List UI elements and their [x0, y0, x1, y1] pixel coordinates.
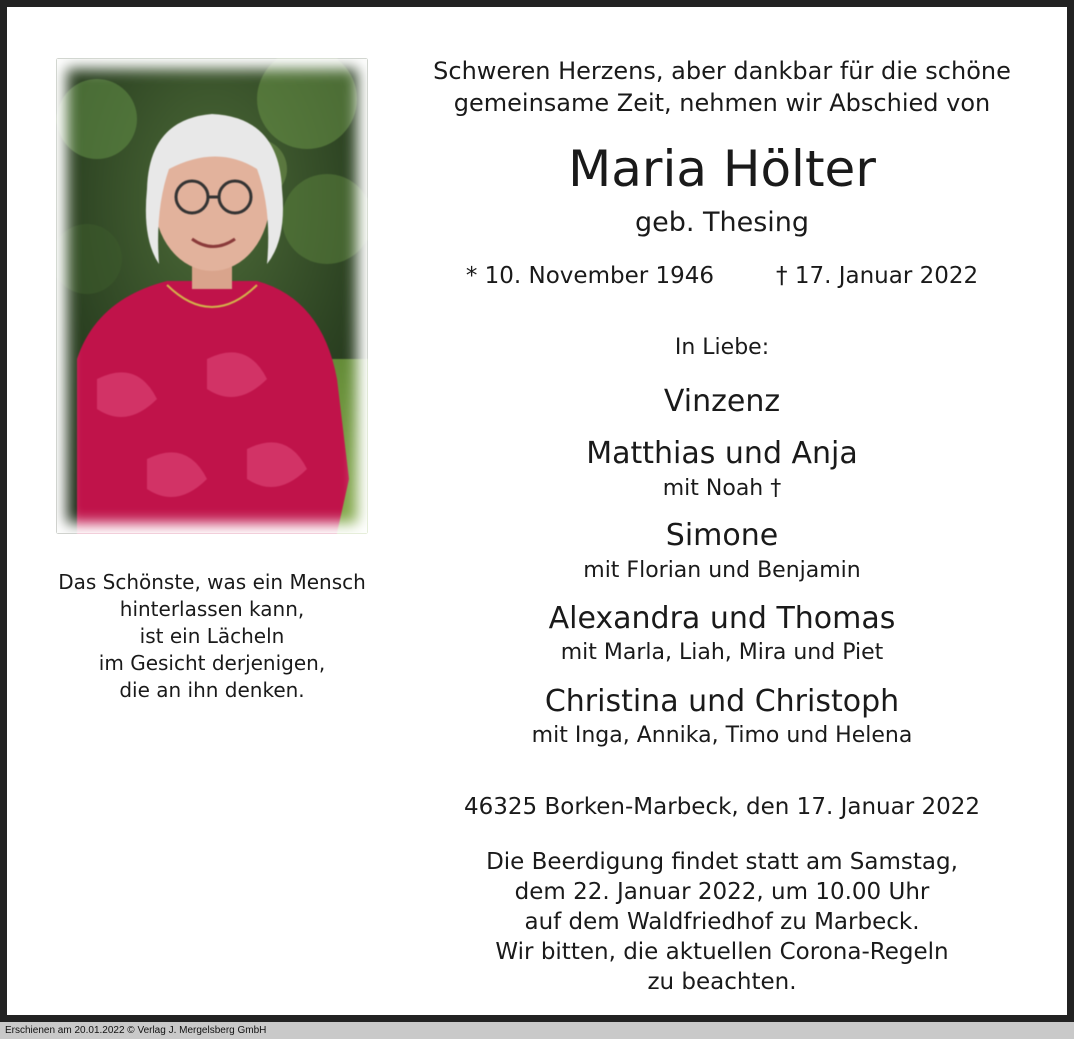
poem-line: die an ihn denken. [119, 678, 305, 702]
funeral-line: auf dem Waldfriedhof zu Marbeck. [524, 909, 920, 935]
deceased-name: Maria Hölter [568, 140, 876, 198]
mourner-name: Simone [665, 518, 779, 553]
poem-line: ist ein Lächeln [139, 624, 285, 648]
mourner-name: Matthias und Anja [586, 436, 858, 471]
intro-text [387, 55, 1057, 119]
in-love-label: In Liebe: [674, 335, 770, 360]
life-dates [387, 261, 1057, 291]
funeral-info [387, 847, 1057, 997]
mourner-with: mit Inga, Annika, Timo und Helena [531, 723, 913, 748]
poem-line: im Gesicht derjenigen, [98, 651, 326, 675]
place-date: 46325 Borken-Marbeck, den 17. Januar 2022 [464, 794, 980, 820]
mourner-name: Vinzenz [663, 384, 781, 419]
funeral-line: zu beachten. [647, 969, 797, 995]
portrait-photo-icon [57, 59, 367, 533]
mourner-with: mit Noah † [662, 476, 782, 501]
death-date: † 17. Januar 2022 [776, 263, 979, 289]
intro-line: Schweren Herzens, aber dankbar für die schöne [433, 57, 1011, 85]
mourner-name: Christina und Christoph [544, 684, 900, 719]
intro-line: gemeinsame Zeit, nehmen wir Abschied von [453, 89, 991, 117]
poem-line: Das Schönste, was ein Mensch [58, 570, 366, 594]
funeral-line: Wir bitten, die aktuellen Corona-Regeln [495, 939, 949, 965]
poem [27, 569, 397, 704]
mourner-with: mit Marla, Liah, Mira und Piet [560, 640, 884, 665]
mourner-with: mit Florian und Benjamin [583, 558, 861, 583]
mourner-name: Alexandra und Thomas [548, 601, 896, 636]
birth-date: * 10. November 1946 [465, 263, 715, 289]
funeral-line: dem 22. Januar 2022, um 10.00 Uhr [514, 879, 930, 905]
publication-footer: Erschienen am 20.01.2022 © Verlag J. Mergelsberg GmbH [0, 1022, 1074, 1039]
birth-name: geb. Thesing [634, 207, 810, 238]
poem-line: hinterlassen kann, [119, 597, 305, 621]
funeral-line: Die Beerdigung findet statt am Samstag, [486, 849, 958, 875]
